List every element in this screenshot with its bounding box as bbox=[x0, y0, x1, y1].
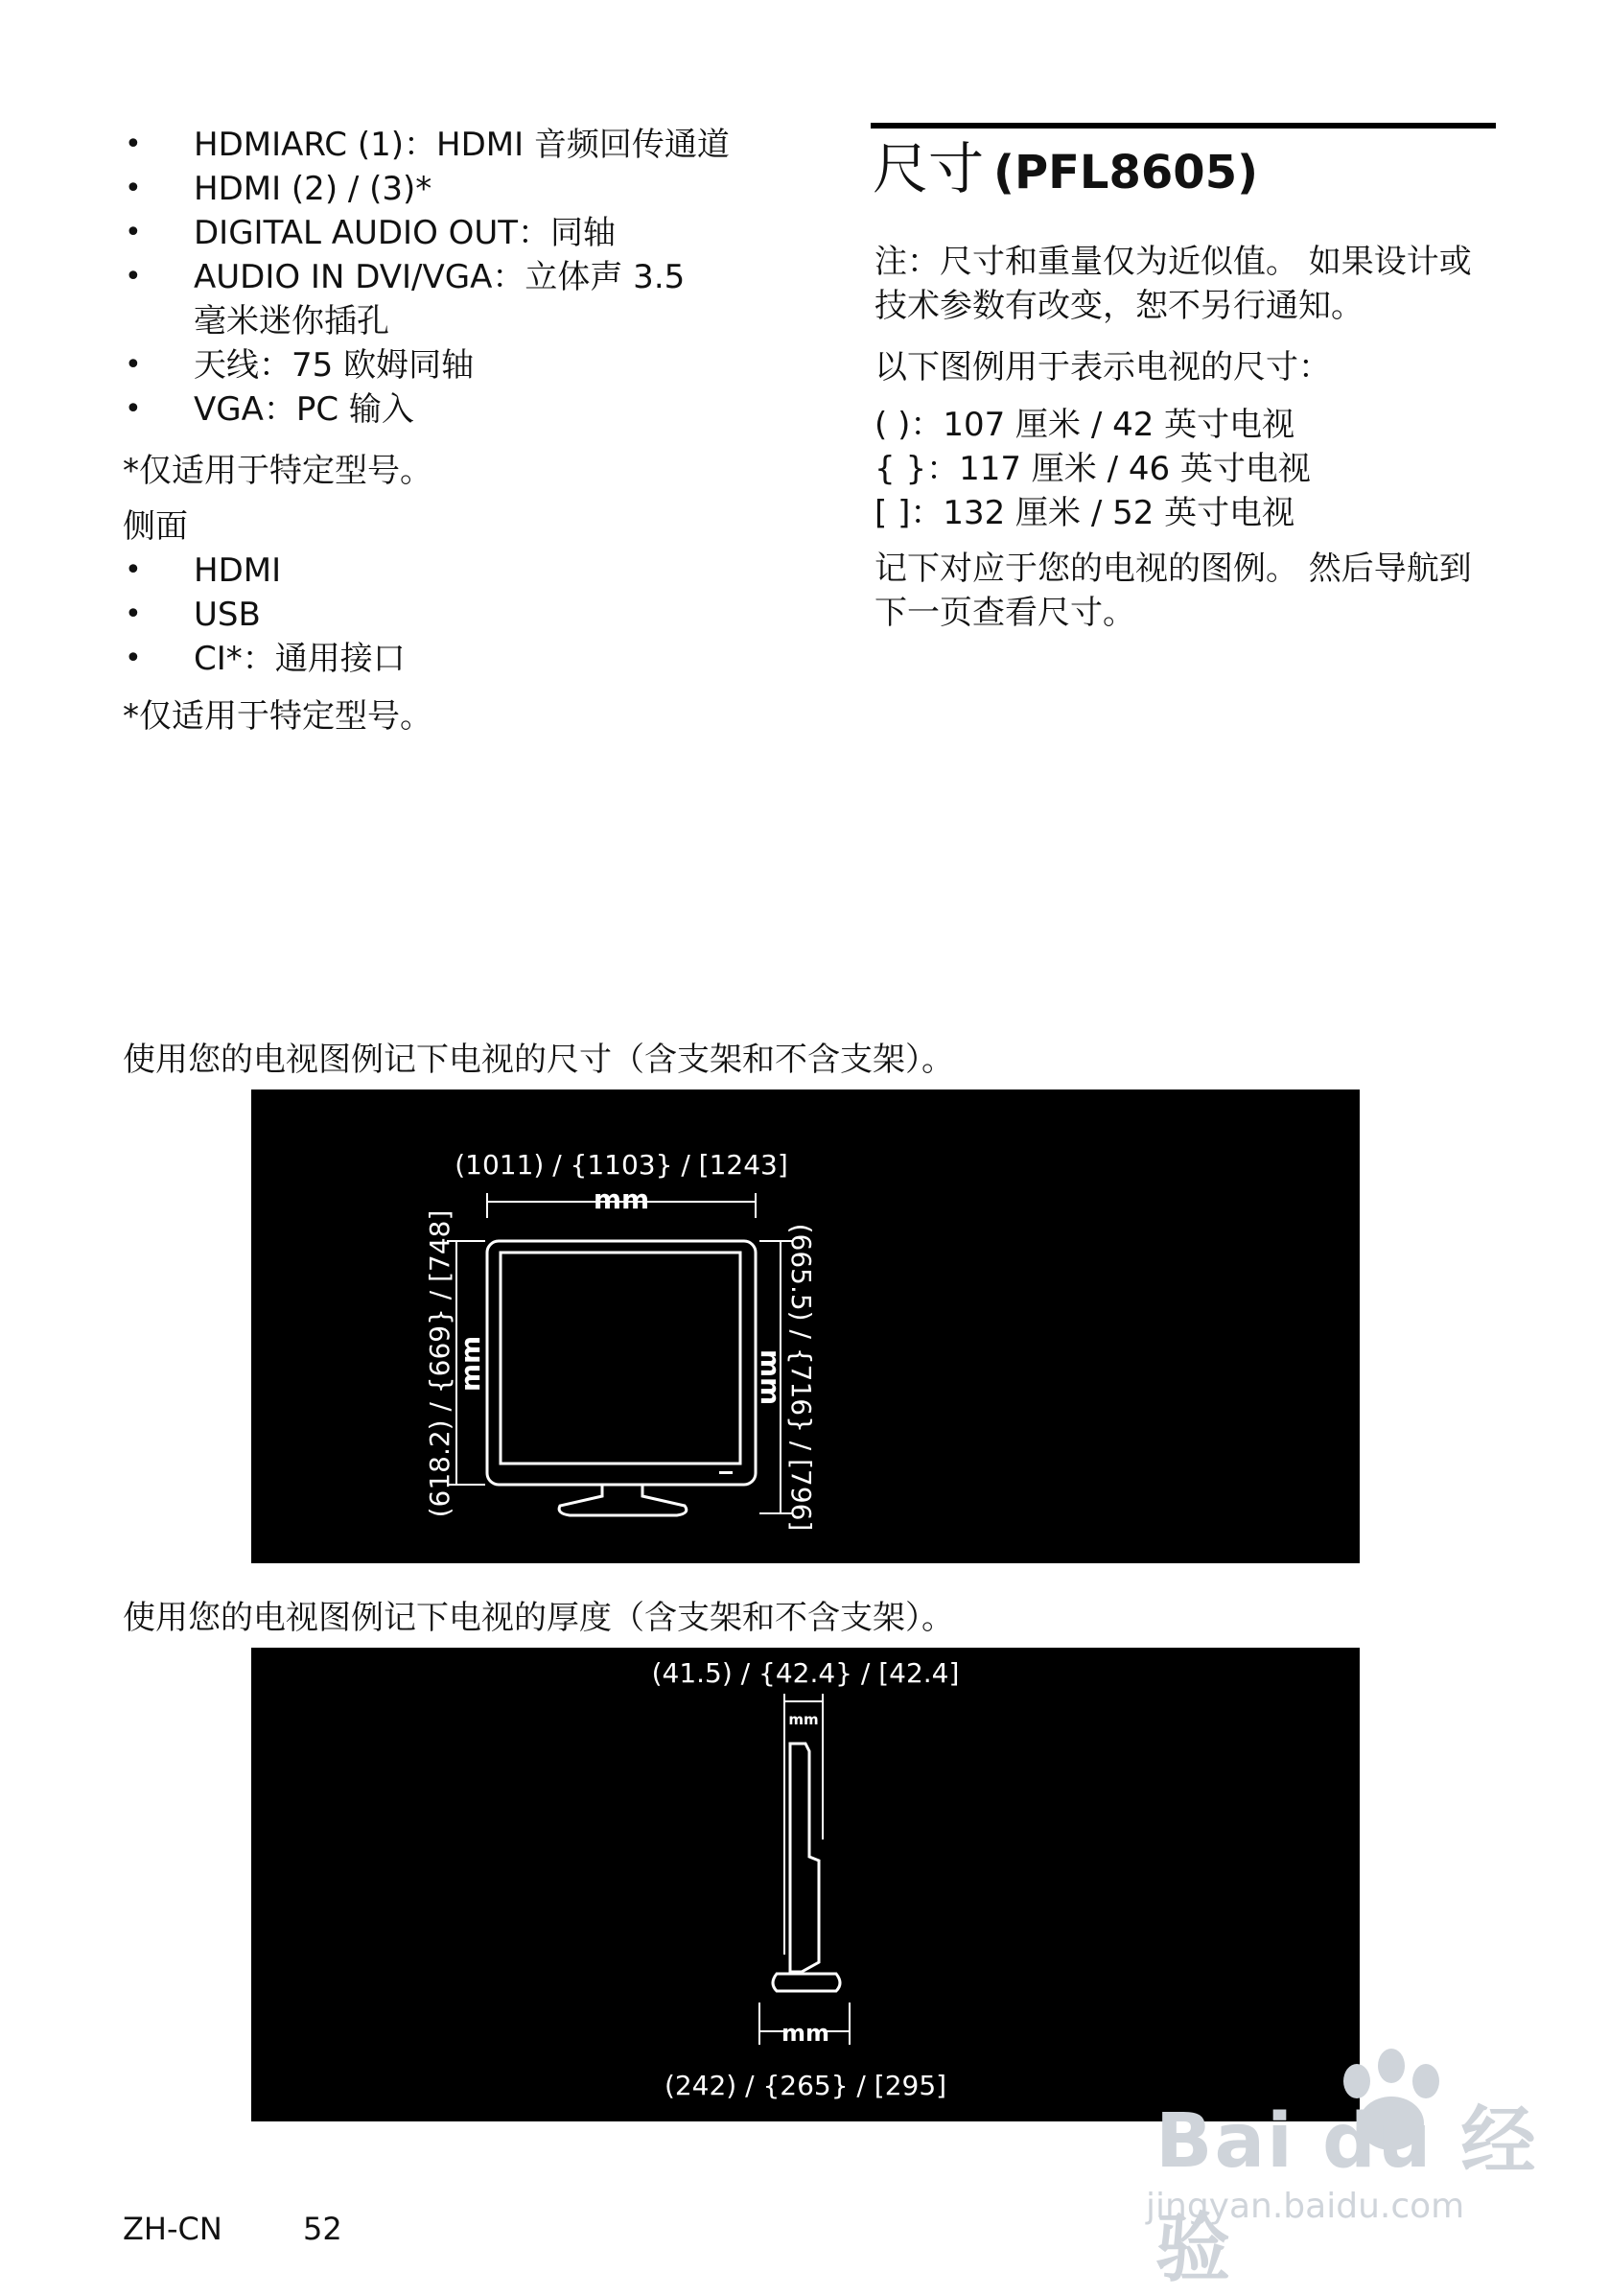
depth-label: (41.5) / {42.4} / [42.4] bbox=[651, 1657, 960, 1689]
tv-front-diagram bbox=[251, 1089, 1360, 1563]
note-paragraph: 注：尺寸和重量仅为近似值。 如果设计或技术参数有改变，恕不另行通知。 bbox=[874, 243, 1472, 325]
base-label: (242) / {265} / [295] bbox=[664, 2070, 947, 2101]
unit-label: mm bbox=[455, 1335, 486, 1393]
list-item: • CI*：通用接口 bbox=[125, 637, 758, 681]
watermark-url: jingyan.baidu.com bbox=[1146, 2187, 1465, 2226]
page-number: 52 bbox=[303, 2211, 342, 2247]
section-title bbox=[873, 134, 1258, 207]
right-height-label: (665.5) / {716} / [796] bbox=[785, 1223, 817, 1532]
watermark-logo bbox=[1136, 2043, 1539, 2292]
unit-label: mm bbox=[593, 1183, 650, 1215]
watermark-brand: Bai du 经验 bbox=[1155, 2098, 1538, 2292]
footer-lang: ZH-CN bbox=[123, 2211, 222, 2247]
note-model-specific: *仅适用于特定型号。 bbox=[123, 452, 432, 490]
figure2-caption: 使用您的电视图例记下电视的厚度（含支架和不含支架）。 bbox=[123, 1599, 954, 1637]
list-item: • HDMI bbox=[125, 549, 758, 593]
legend-intro: 以下图例用于表示电视的尺寸： bbox=[874, 348, 1331, 387]
list-item: • DIGITAL AUDIO OUT：同轴 bbox=[125, 211, 758, 255]
figure1-panel bbox=[251, 1089, 1360, 1563]
side-ports-list bbox=[125, 549, 758, 681]
legend-item-46: { }：117 厘米 / 46 英寸电视 bbox=[874, 450, 1311, 488]
width-label: (1011) / {1103} / [1243] bbox=[455, 1149, 788, 1181]
unit-label: mm bbox=[781, 2020, 830, 2047]
list-item: • AUDIO IN DVI/VGA：立体声 3.5 毫米迷你插孔 bbox=[125, 255, 692, 343]
unit-label: mm bbox=[755, 1348, 786, 1406]
list-item: • VGA：PC 输入 bbox=[125, 387, 758, 432]
side-heading: 侧面 bbox=[123, 507, 188, 546]
instruction-paragraph: 记下对应于您的电视的图例。 然后导航到下一页查看尺寸。 bbox=[874, 550, 1472, 632]
legend-item-52: [ ]：132 厘米 / 52 英寸电视 bbox=[874, 494, 1295, 532]
unit-label: mm bbox=[788, 1711, 819, 1728]
ports-list bbox=[125, 123, 758, 432]
title-text: 尺寸 bbox=[873, 136, 985, 201]
figure1-caption: 使用您的电视图例记下电视的尺寸（含支架和不含支架）。 bbox=[123, 1041, 954, 1079]
section-rule bbox=[871, 123, 1496, 129]
note-model-specific: *仅适用于特定型号。 bbox=[123, 697, 432, 736]
list-item: • HDMIARC (1)：HDMI 音频回传通道 bbox=[125, 123, 758, 167]
list-item: • 天线：75 欧姆同轴 bbox=[125, 343, 758, 387]
list-item: • HDMI (2) / (3)* bbox=[125, 167, 758, 211]
left-height-label: (618.2) / {669} / [748] bbox=[424, 1209, 455, 1518]
model-number: (PFL8605) bbox=[993, 146, 1259, 199]
list-item: • USB bbox=[125, 593, 758, 637]
legend-item-42: ( )：107 厘米 / 42 英寸电视 bbox=[874, 406, 1295, 444]
